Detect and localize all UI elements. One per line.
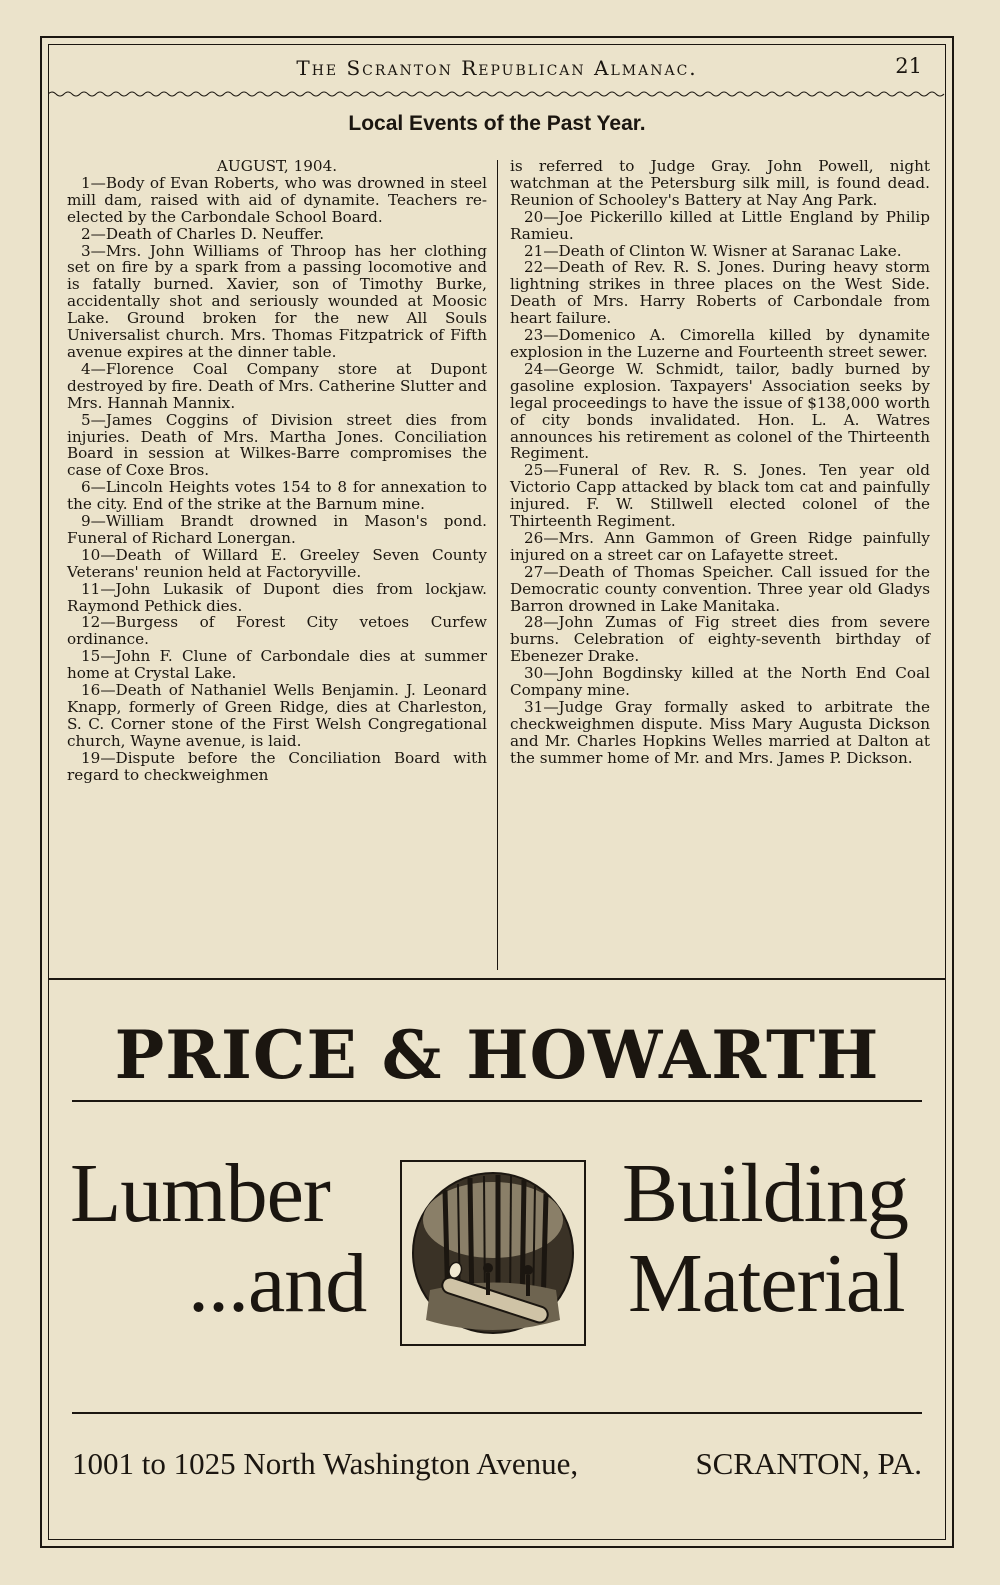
event-entry: 26—Mrs. Ann Gammon of Green Ridge painfully injured on a street car on Lafayette street. [510, 528, 930, 564]
events-column-right [510, 158, 930, 767]
section-title: Local Events of the Past Year. [348, 112, 646, 135]
almanac-title: The Scranton Republican Almanac. [296, 56, 698, 80]
ad-address-city: SCRANTON, PA. [695, 1446, 922, 1481]
event-entry: 9—William Brandt drowned in Mason's pond. Funeral of Richard Lonergan. [67, 512, 487, 547]
event-entry: 25—Funeral of Rev. R. S. Jones. Ten year old Victorio Capp attacked by black tom cat and painfully injured. F. W. Stillwell elected colonel of the Thirteenth Regiment. [510, 461, 930, 531]
event-entry: 11—John Lukasik of Dupont dies from lockjaw. Raymond Pethick dies. [67, 579, 487, 615]
ad-word-lumber: Lumber [70, 1147, 330, 1240]
page-header [48, 54, 946, 88]
event-entry: 6—Lincoln Heights votes 154 to 8 for annexation to the city. End of the strike at the Barnum mine. [67, 478, 487, 514]
event-entry: 16—Death of Nathaniel Wells Benjamin. J. Leonard Knapp, formerly of Green Ridge, dies at Charleston, S. C. Corner stone of the First Welsh Congregational church, Wayne avenue, is laid. [67, 681, 487, 750]
event-entry: 22—Death of Rev. R. S. Jones. During heavy storm lightning strikes in three places on the West Side. Death of Mrs. Harry Roberts of Carbondale from heart failure. [510, 258, 930, 328]
event-entry: 19—Dispute before the Conciliation Board with regard to checkweighmen [67, 748, 487, 784]
forest-logging-icon [400, 1160, 586, 1346]
event-entry: 1—Body of Evan Roberts, who was drowned in steel mill dam, raised with aid of dynamite. Teachers re-elected by the Carbondale School Board. [67, 173, 487, 226]
ad-company-name: PRICE & HOWARTH [114, 1016, 880, 1094]
event-entry: 20—Joe Pickerillo killed at Little England by Philip Ramieu. [510, 207, 930, 243]
event-entry: 21—Death of Clinton W. Wisner at Saranac Lake. [524, 241, 902, 260]
event-entry: 30—John Bogdinsky killed at the North End Coal Company mine. [510, 664, 930, 700]
event-entry: 4—Florence Coal Company store at Dupont destroyed by fire. Death of Mrs. Catherine Slutter and Mrs. Hannah Mannix. [67, 359, 487, 412]
ad-address [72, 1446, 922, 1482]
event-entry: 2—Death of Charles D. Neuffer. [81, 224, 325, 243]
event-entry: 31—Judge Gray formally asked to arbitrate the checkweighmen dispute. Miss Mary Augusta Dickson and Mr. Charles Hopkins Welles married at Dalton at the summer home of Mr. and Mrs. James P. Dickson. [510, 698, 930, 767]
event-entry: 12—Burgess of Forest City vetoes Curfew ordinance. [67, 613, 487, 649]
ad-rule-top [72, 1100, 922, 1102]
event-entry: 3—Mrs. John Williams of Throop has her clothing set on fire by a spark from a passing locomotive and is fatally burned. Xavier, son of Timothy Burke, accidentally shot and seriously wounded at Moosic Lake. Ground broken for the new All Souls Universalist church. Mrs. Thomas Fitzpatrick of Fifth avenue expires at the dinner table. [67, 241, 487, 361]
event-entry: 28—John Zumas of Fig street dies from severe burns. Celebration of eighty-seventh birthday of Ebenezer Drake. [510, 613, 930, 666]
event-entry: 15—John F. Clune of Carbondale dies at summer home at Crystal Lake. [67, 647, 487, 683]
price-howarth-advertisement [48, 980, 946, 1540]
month-heading: AUGUST, 1904. [216, 157, 338, 175]
event-entry: 5—James Coggins of Division street dies from injuries. Death of Mrs. Martha Jones. Conciliation Board in session at Wilkes-Barre compromises the case of Coxe Bros. [67, 410, 487, 480]
column-divider [497, 160, 498, 970]
ad-word-building: Building [622, 1147, 909, 1240]
event-continuation: is referred to Judge Gray. John Powell, night watchman at the Petersburg silk mill, is found dead. Reunion of Schooley's Battery at Nay Ang Park. [510, 157, 930, 209]
wavy-rule-divider [48, 90, 946, 98]
events-column-left [67, 158, 487, 784]
page-number: 21 [895, 54, 922, 78]
event-entry: 10—Death of Willard E. Greeley Seven County Veterans' reunion held at Factoryville. [67, 545, 487, 581]
ad-rule-bottom [72, 1412, 922, 1414]
ad-address-street: 1001 to 1025 North Washington Avenue, [72, 1446, 579, 1481]
event-entry: 24—George W. Schmidt, tailor, badly burned by gasoline explosion. Taxpayers' Association seeks by legal proceedings to have the issue of $138,000 worth of city bonds invalidated. Hon. L. A. Watres announces his retirement as colonel of the Thirteenth Regiment. [510, 359, 930, 463]
ad-word-material: Material [628, 1237, 905, 1330]
event-entry: 27—Death of Thomas Speicher. Call issued for the Democratic county convention. Three year old Gladys Barron drowned in Lake Manitaka. [510, 562, 930, 615]
ad-word-and: ...and [188, 1237, 367, 1330]
event-entry: 23—Domenico A. Cimorella killed by dynamite explosion in the Luzerne and Fourteenth street sewer. [510, 326, 930, 361]
